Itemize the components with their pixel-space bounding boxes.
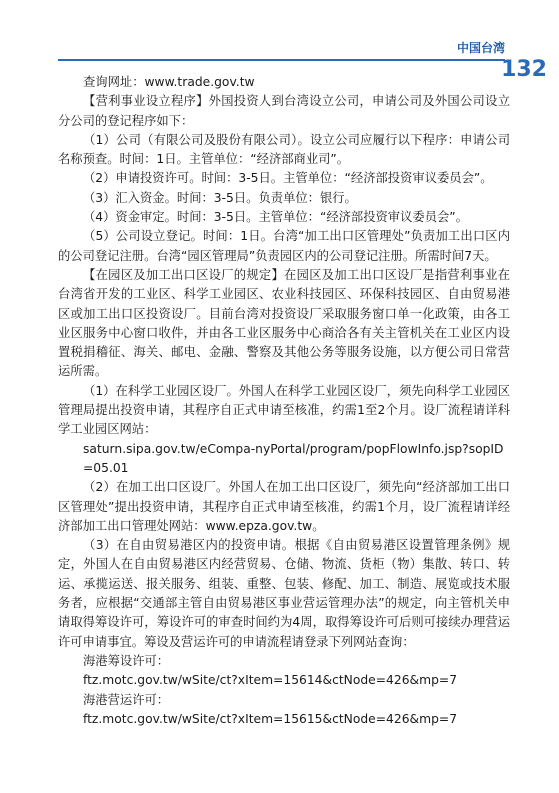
query-url-line: 查询网址：www.trade.gov.tw (83, 75, 255, 89)
harbor-op-url: ftz.motc.gov.tw/wSite/ct?xItem=15615&ctNode=426&mp=7 (83, 711, 458, 726)
setup-procedure-paragraph: 【营利事业设立程序】外国投资人到台湾设立公司，申请公司及外国公司设立分公司的登记程序如下： (58, 94, 510, 128)
park-item-3: （3）在自由贸易港区内的投资申请。根据《自由贸易港区设置管理条例》规定，外国人在自由贸易港区内经营贸易、仓储、物流、货柜（物）集散、转口、转运、承揽运送、报关服务、组装、重整、包装、修配、加工、制造、展览或技术服务者，应根据“交通部主管自由贸易港区事业营运管理办法”的规定，向主管机关申请取得筹设许可，筹设许可的审查时间约为4周，取得筹设许可后则可接续办理营运许可申请事宜。筹设及营运许可的申请流程请登录下列网站查询： (58, 538, 510, 649)
step-2: （2）申请投资许可。时间：3-5日。主管单位：“经济部投资审议委员会”。 (83, 171, 493, 186)
page-number: 132 (501, 57, 547, 82)
section-label: 中国台湾 (456, 41, 505, 55)
page-body (58, 73, 510, 729)
park-item-1: （1）在科学工业园区设厂。外国人在科学工业园区设厂，须先向科学工业园区管理局提出投资申请，其程序自正式申请至核准，约需1至2个月。设厂流程请详科学工业园区网站： (58, 383, 510, 437)
step-4: （4）资金审定。时间：3-5日。主管单位：“经济部投资审议委员会”。 (83, 210, 468, 225)
header-divider (58, 59, 505, 61)
park-item-2: （2）在加工出口区设厂。外国人在加工出口区设厂，须先向“经济部加工出口区管理处”提出投资申请，其程序自正式申请至核准，约需1个月，设厂流程请详经济部加工出口管理处网站：www.epza.gov.tw。 (58, 480, 510, 533)
step-5: （5）公司设立登记。时间：1日。台湾“加工出口区管理处”负责加工出口区内的公司登记注册。台湾“园区管理局”负责园区内的公司登记注册。所需时间7天。 (58, 229, 510, 263)
step-3: （3）汇入资金。时间：3-5日。负责单位：银行。 (83, 190, 357, 205)
science-park-url: saturn.sipa.gov.tw/eCompa-nyPortal/program/popFlowInfo.jsp?sopID=05.01 (83, 441, 504, 475)
harbor-op-label: 海港营运许可： (83, 692, 170, 707)
step-1: （1）公司（有限公司及股份有限公司）。设立公司应履行以下程序：申请公司名称预查。时间：1日。主管单位：“经济部商业司”。 (58, 132, 510, 167)
harbor-prep-url: ftz.motc.gov.tw/wSite/ct?xItem=15614&ctNode=426&mp=7 (83, 673, 458, 688)
page-header (0, 0, 559, 80)
harbor-prep-label: 海港筹设许可： (83, 653, 170, 668)
park-rules-paragraph: 【在园区及加工出口区设厂的规定】在园区及加工出口区设厂是指营利事业在台湾省开发的工业区、科学工业园区、农业科技园区、环保科技园区、自由贸易港区或加工出口区投资设厂。目前台湾对投资设厂采取服务窗口单一化政策，由各工业区服务中心窗口收件，并由各工业区服务中心商洽各有关主管机关在工业区内设置税捐稽征、海关、邮电、金融、警察及其他公务等服务设施，以方便公司日常营运所需。 (58, 267, 510, 379)
